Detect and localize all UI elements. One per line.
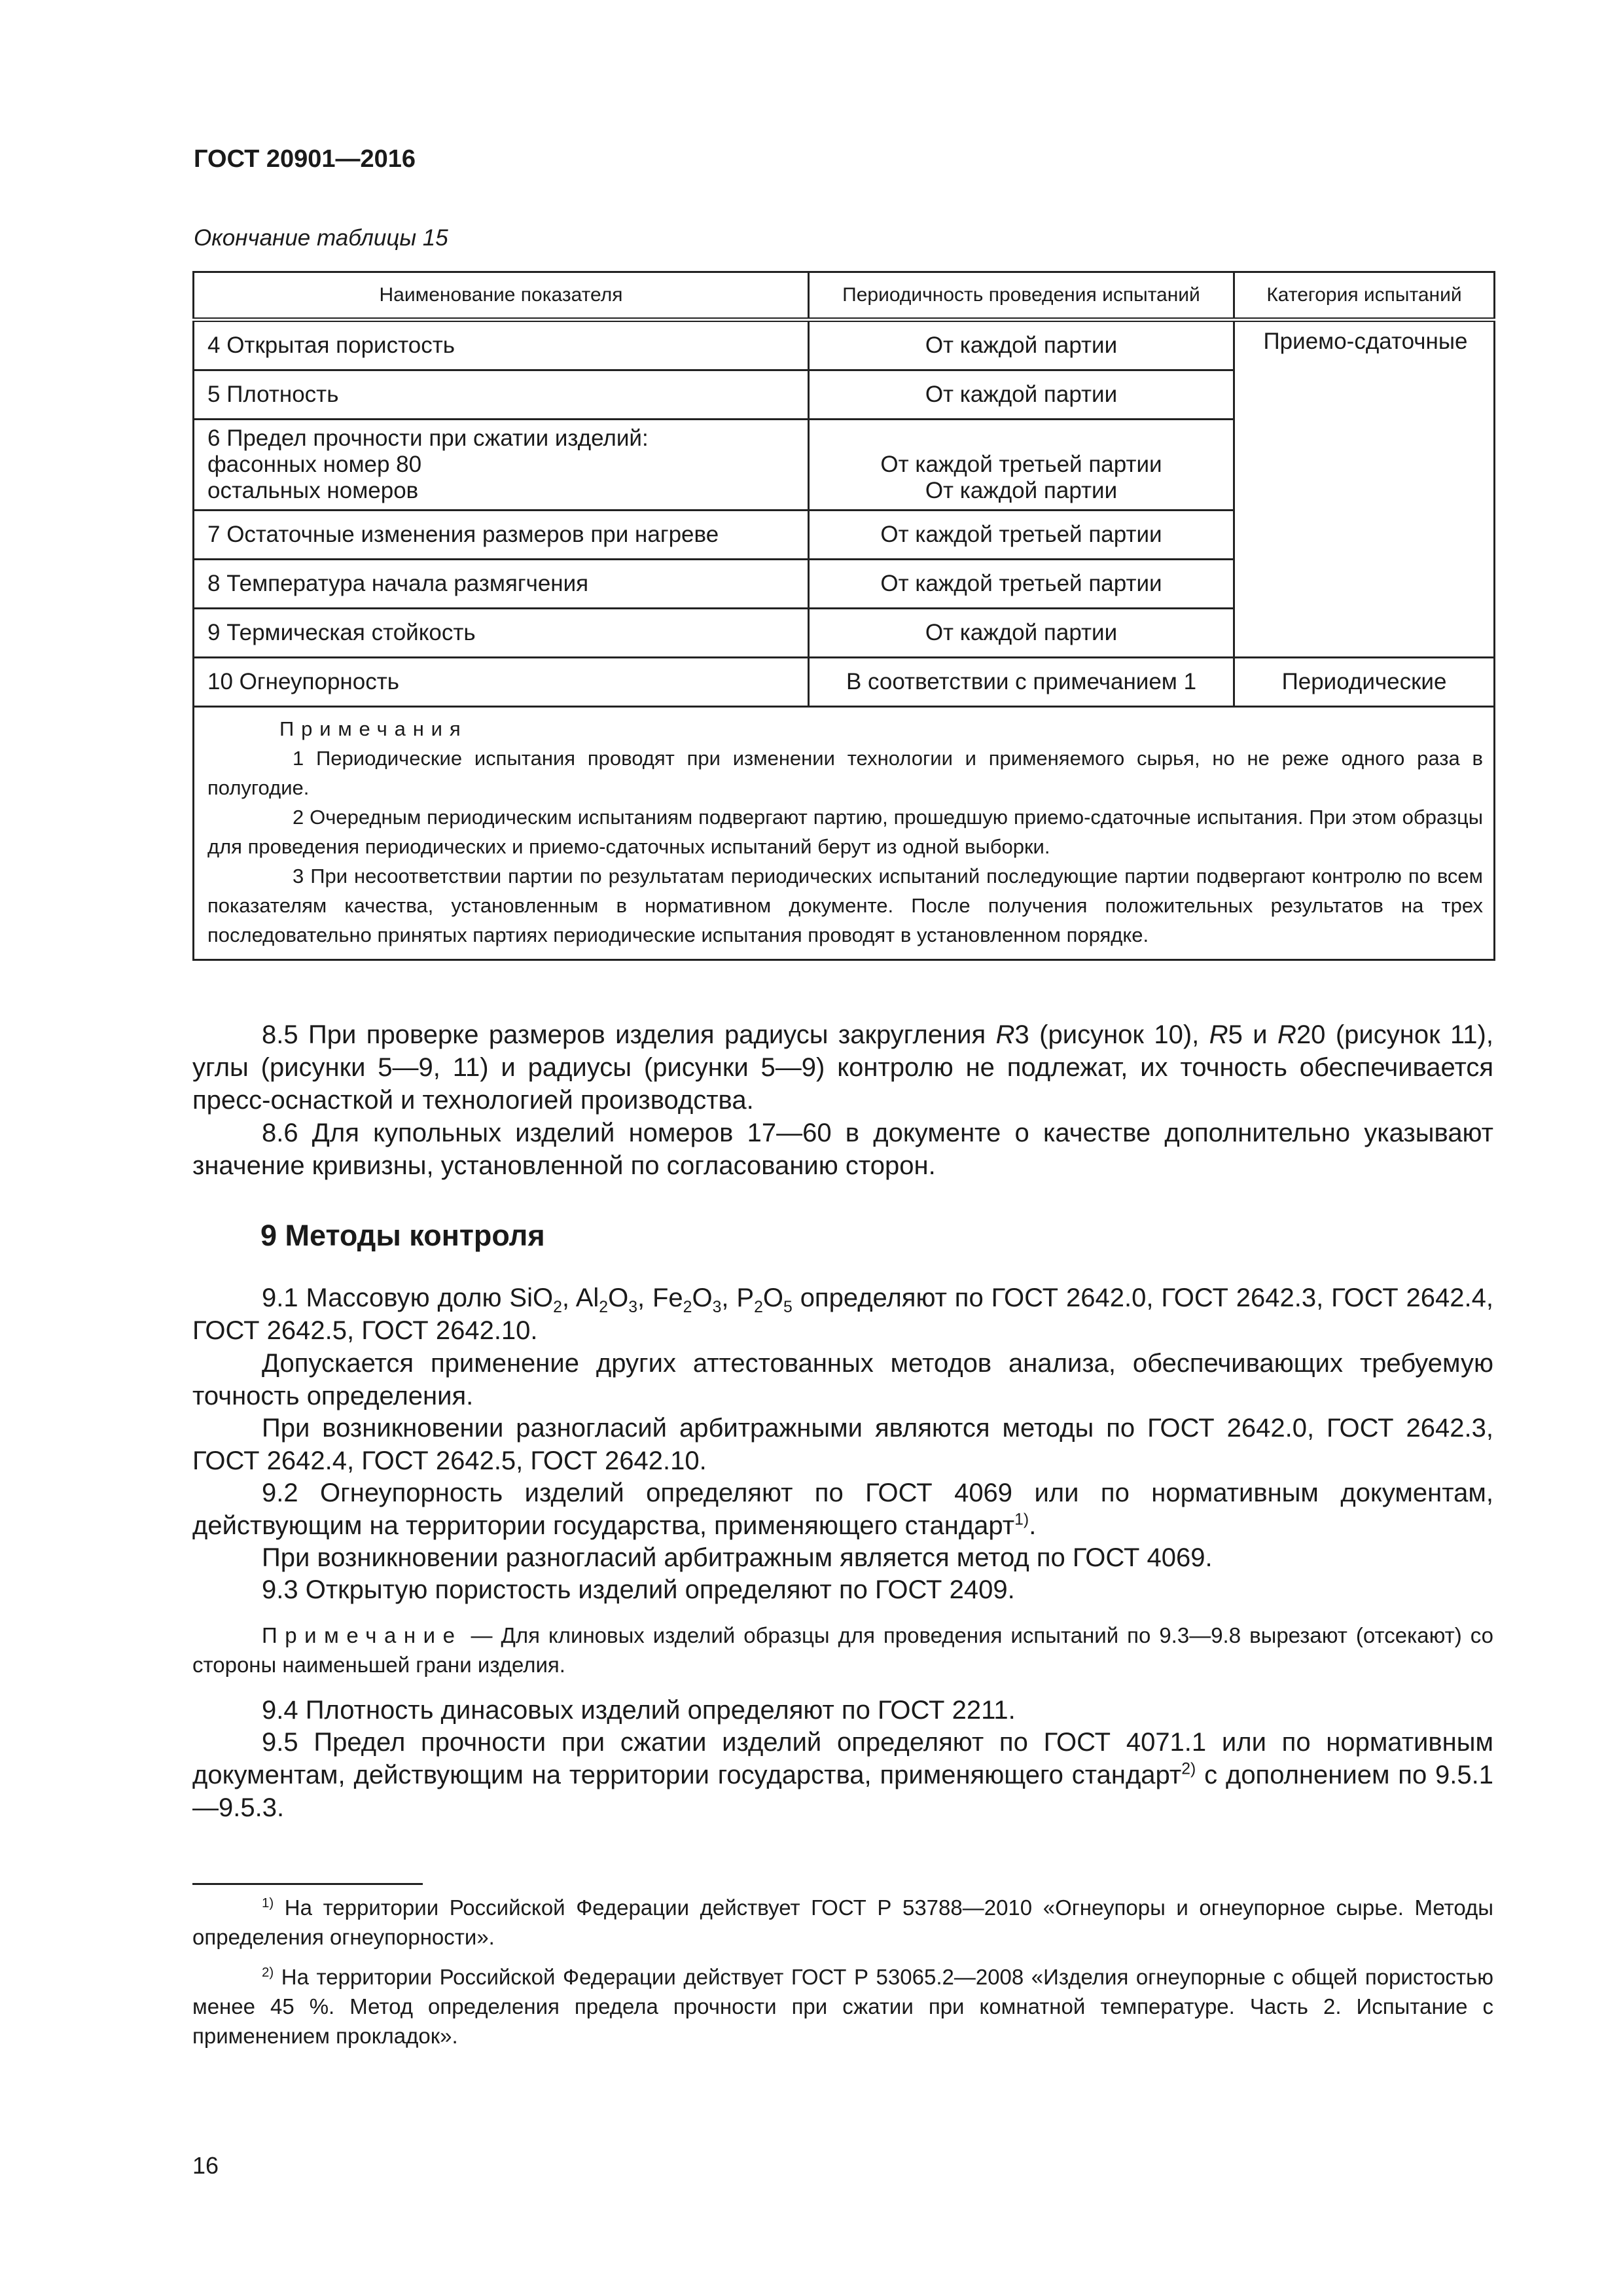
paragraph-9-1: 9.1 Массовую долю SiO$_2$, $Al_2O_3$, $Fe_2O_3$, $P_2O_5$ определяют по ГОСТ 2642.0, ГОСТ 2642.3, ГОСТ 2642.4, ГОСТ 2642.5, ГОСТ 2642.10. (192, 1283, 1493, 1345)
indicator-name-line: фасонных номер 80 (207, 452, 422, 477)
indicator-name (194, 420, 809, 511)
test-periodicity: В соответствии с примечанием 1 (809, 658, 1234, 707)
periodicity-line: От каждой третьей партии (880, 452, 1162, 477)
table-caption: Окончание таблицы 15 (194, 225, 448, 251)
periodicity-line: От каждой партии (925, 478, 1118, 503)
test-periodicity: От каждой партии (809, 370, 1234, 420)
indicator-name: 8 Температура начала размягчения (194, 560, 809, 609)
indicator-name: 5 Плотность (194, 370, 809, 420)
test-category: Приемо-сдаточные (1234, 320, 1495, 658)
paragraph-8-6: 8.6 Для купольных изделий номеров 17—60 в документе о качестве дополнительно указывают значение кривизны, установленной по согласованию сторон. (192, 1119, 1493, 1180)
paragraph-8-5: 8.5 При проверке размеров изделия радиусы закругления R3 (рисунок 10), R5 и R20 (рисунок 11), углы (рисунки 5—9, 11) и радиусы (рисунки 5—9) контролю не подлежат, их точность обеспечивается пресс-оснасткой и технологией производства. (192, 1020, 1493, 1115)
document-code: ГОСТ 20901—2016 (194, 145, 416, 173)
indicator-name: 4 Открытая пористость (194, 320, 809, 370)
table-notes-row (194, 707, 1495, 960)
section-heading: 9 Методы контроля (260, 1219, 545, 1252)
paragraph-9-2-b: При возникновении разногласий арбитражным является метод по ГОСТ 4069. (262, 1543, 1213, 1572)
paragraph-9-1-c: При возникновении разногласий арбитражными являются методы по ГОСТ 2642.0, ГОСТ 2642.3, ГОСТ 2642.4, ГОСТ 2642.5, ГОСТ 2642.10. (192, 1414, 1493, 1475)
table-header-row (194, 272, 1495, 320)
test-periodicity: От каждой третьей партии (809, 511, 1234, 560)
footnote-ref: 2) (1181, 1760, 1196, 1778)
note-item: 1 Периодические испытания проводят при изменении технологии и применяемого сырья, но не реже одного раза в полугодие. (207, 747, 1483, 799)
indicator-name: 10 Огнеупорность (194, 658, 809, 707)
notes-title: Примечания (279, 717, 468, 740)
note-9-3: Примечание — Для клиновых изделий образцы для проведения испытаний по 9.3—9.8 вырезают (отсекают) со стороны наименьшей грани изделия. (192, 1623, 1493, 1677)
paragraph-9-4: 9.4 Плотность динасовых изделий определяют по ГОСТ 2211. (262, 1696, 1016, 1725)
footnote-2: $^{2)}$ На территории Российской Федерации действует ГОСТ Р 53065.2—2008 «Изделия огнеупорные с общей пористостью менее 45 %. Метод определения предела прочности при сжатии при комнатной температуре. Часть 2. Испытание с применением прокладок». (192, 1965, 1493, 2048)
column-header: Категория испытаний (1234, 272, 1495, 320)
column-header: Наименование показателя (194, 272, 809, 320)
page-number: 16 (192, 2152, 219, 2179)
table-row (194, 320, 1495, 370)
test-periodicity: От каждой третьей партии (809, 560, 1234, 609)
test-periodicity: От каждой партии (809, 320, 1234, 370)
indicator-name-line: 6 Предел прочности при сжатии изделий: (207, 425, 649, 451)
footnote-1: $^{1)}$ На территории Российской Федерации действует ГОСТ Р 53788—2010 «Огнеупоры и огнеупорное сырье. Методы определения огнеупорности». (192, 1895, 1493, 1949)
paragraph-9-2: 9.2 Огнеупорность изделий определяют по ГОСТ 4069 или по нормативным документам, действующим на территории государства, применяющего стандарт$^{1)}$. (192, 1479, 1493, 1540)
test-periodicity (809, 420, 1234, 511)
note-title: Примечание (262, 1623, 463, 1647)
footnote-ref: 1) (1014, 1511, 1029, 1529)
paragraph-9-1-b: Допускается применение других аттестованных методов анализа, обеспечивающих требуемую точность определения. (192, 1349, 1493, 1410)
test-table (192, 271, 1495, 961)
table-row (194, 658, 1495, 707)
footnote-separator (192, 1883, 423, 1885)
note-item: 2 Очередным периодическим испытаниям подвергают партию, прошедшую приемо-сдаточные испытания. При этом образцы для проведения периодических и приемо-сдаточных испытаний берут из одной выборки. (207, 806, 1483, 858)
column-header: Периодичность проведения испытаний (809, 272, 1234, 320)
indicator-name: 7 Остаточные изменения размеров при нагреве (194, 511, 809, 560)
table-notes (194, 707, 1495, 960)
indicator-name-line: остальных номеров (207, 478, 419, 503)
indicator-name: 9 Термическая стойкость (194, 609, 809, 658)
test-periodicity: От каждой партии (809, 609, 1234, 658)
note-item: 3 При несоответствии партии по результатам периодических испытаний последующие партии подвергают контролю по всем показателям качества, установленным в нормативном документе. После получения положительных результатов на трех последовательно принятых партиях периодические испытания проводят в установленном порядке. (207, 865, 1483, 946)
paragraph-9-3: 9.3 Открытую пористость изделий определяют по ГОСТ 2409. (262, 1575, 1015, 1604)
paragraph-9-5: 9.5 Предел прочности при сжатии изделий определяют по ГОСТ 4071.1 или по нормативным документам, действующим на территории государства, применяющего стандарт$^{2)}$ с дополнением по 9.5.1—9.5.3. (192, 1728, 1493, 1822)
test-category: Периодические (1234, 658, 1495, 707)
